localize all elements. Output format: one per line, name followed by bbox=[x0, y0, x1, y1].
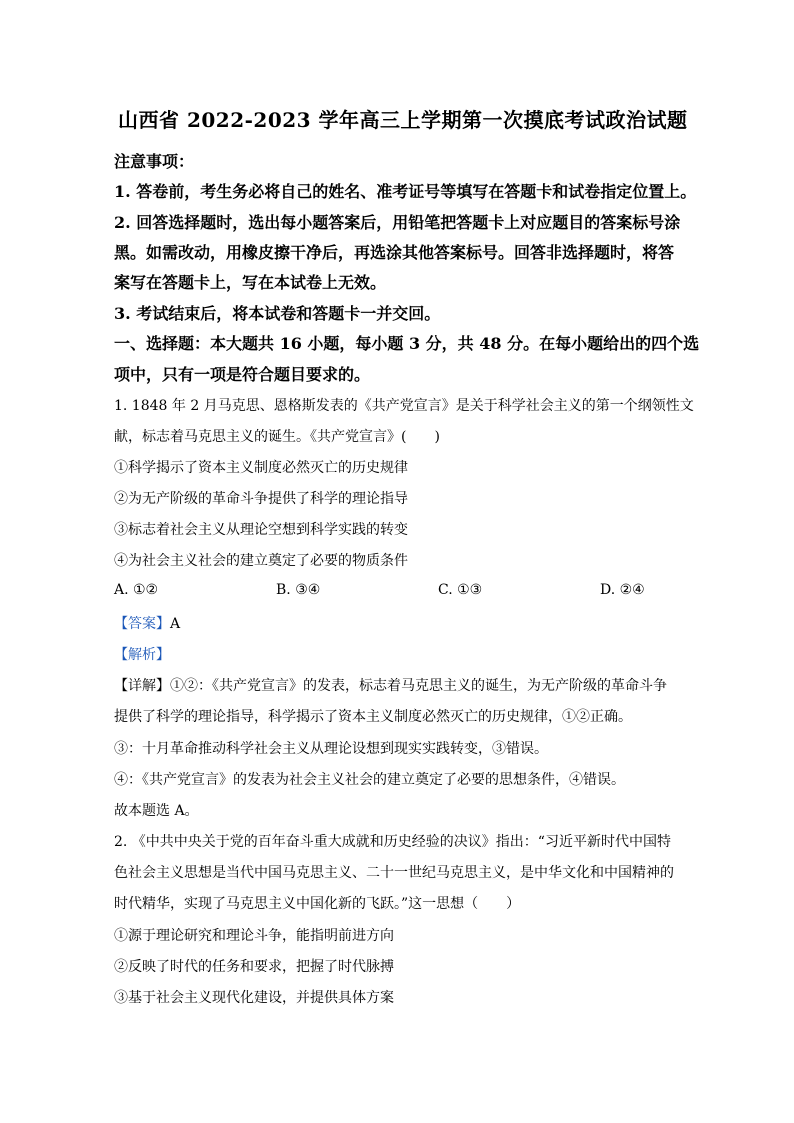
section-1-heading-line-1: 一、选择题：本大题共 16 小题，每小题 3 分，共 48 分。在每小题给出的四个选 bbox=[114, 334, 700, 353]
answer-tag: 【答案】 bbox=[114, 616, 170, 632]
q1-detail-line-3: ③：十月革命推动科学社会主义从理论设想到现实实践转变，③错误。 bbox=[114, 741, 548, 757]
q1-detail-line-4: ④：《共产党宣言》的发表为社会主义社会的建立奠定了必要的思想条件，④错误。 bbox=[114, 772, 625, 788]
section-1-heading-line-2: 项中，只有一项是符合题目要求的。 bbox=[114, 365, 371, 384]
q2-statement-2: ②反映了时代的任务和要求，把握了时代脉搏 bbox=[114, 959, 394, 975]
q1-option-d: D. ②④ bbox=[600, 582, 645, 598]
q2-statement-3: ③基于社会主义现代化建设，并提供具体方案 bbox=[114, 990, 394, 1006]
notice-item-2-line-1: 2. 回答选择题时，选出每小题答案后，用铅笔把答题卡上对应题目的答案标号涂 bbox=[114, 213, 681, 232]
answer-value: A bbox=[170, 616, 181, 632]
notice-item-2-line-3: 案写在答题卡上，写在本试卷上无效。 bbox=[114, 273, 387, 292]
q1-answer bbox=[114, 613, 180, 633]
notice-item-2-line-2: 黑。如需改动，用橡皮擦干净后，再选涂其他答案标号。回答非选择题时，将答 bbox=[114, 243, 675, 262]
q1-option-a: A. ①② bbox=[114, 582, 159, 598]
detail-text: ①②：《共产党宣言》的发表，标志着马克思主义的诞生，为无产阶级的革命斗争 bbox=[170, 678, 667, 694]
q2-stem-line-2: 色社会主义思想是当代中国马克思主义、二十一世纪马克思主义，是中华文化和中国精神的 bbox=[114, 865, 674, 881]
q1-statement-3: ③标志着社会主义从理论空想到科学实践的转变 bbox=[114, 522, 408, 538]
q1-statement-4: ④为社会主义社会的建立奠定了必要的物质条件 bbox=[114, 553, 408, 569]
q1-conclusion: 故本题选 A。 bbox=[114, 803, 199, 819]
notice-item-3: 3. 考试结束后，将本试卷和答题卡一并交回。 bbox=[114, 304, 441, 323]
detail-tag: 【详解】 bbox=[114, 678, 170, 694]
q1-detail-line-1 bbox=[114, 675, 667, 695]
notice-item-1: 1. 答卷前，考生务必将自己的姓名、准考证号等填写在答题卡和试卷指定位置上。 bbox=[114, 182, 697, 201]
q2-statement-1: ①源于理论研究和理论斗争，能指明前进方向 bbox=[114, 928, 394, 944]
q2-stem-line-3: 时代精华，实现了马克思主义中国化新的飞跃。”这一思想（ ） bbox=[114, 896, 521, 912]
q1-detail-line-2: 提供了科学的理论指导，科学揭示了资本主义制度必然灭亡的历史规律，①②正确。 bbox=[114, 709, 632, 725]
q1-stem-line-2: 献，标志着马克思主义的诞生。《共产党宣言》( ) bbox=[114, 429, 440, 445]
q1-option-b: B. ③④ bbox=[276, 582, 321, 598]
notice-heading: 注意事项： bbox=[114, 152, 195, 171]
q1-statement-2: ②为无产阶级的革命斗争提供了科学的理论指导 bbox=[114, 491, 408, 507]
q1-option-c: C. ①③ bbox=[438, 582, 483, 598]
q1-stem-line-1: 1. 1848 年 2 月马克思、恩格斯发表的《共产党宣言》是关于科学社会主义的第一个纲领性文 bbox=[114, 398, 694, 414]
exam-title: 山西省 2022-2023 学年高三上学期第一次摸底考试政治试题 bbox=[118, 108, 688, 132]
q2-stem-line-1: 2. 《中共中央关于党的百年奋斗重大成就和历史经验的决议》指出：“习近平新时代中国特 bbox=[114, 834, 671, 850]
q1-statement-1: ①科学揭示了资本主义制度必然灭亡的历史规律 bbox=[114, 460, 408, 476]
analysis-tag: 【解析】 bbox=[114, 647, 170, 663]
